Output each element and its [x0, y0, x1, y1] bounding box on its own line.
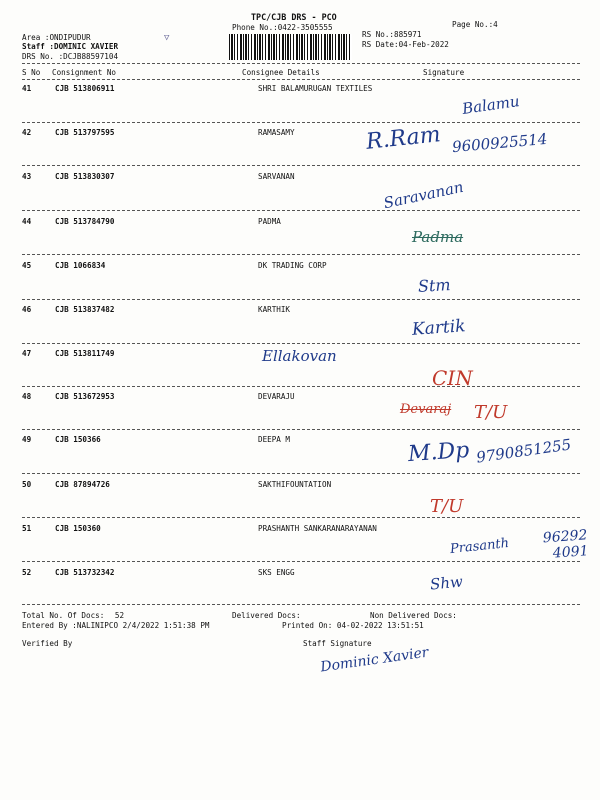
table-row	[0, 217, 600, 237]
barcode	[229, 34, 352, 60]
rs-date-value: 04-Feb-2022	[398, 40, 449, 49]
entered-by-value: NALINIPCO 2/4/2022 1:51:38 PM	[76, 621, 210, 630]
total-docs-label: Total No. Of Docs:	[22, 611, 105, 620]
handwritten-signature-41: Balamu	[461, 92, 521, 118]
staff-value: DOMINIC XAVIER	[54, 42, 119, 51]
row-rule	[22, 165, 580, 166]
row-consignee: DEEPA M	[258, 435, 291, 444]
row-rule	[22, 473, 580, 474]
phone-value: 0422-3505555	[277, 23, 333, 32]
row-rule	[22, 254, 580, 255]
verified-by-label: Verified By	[22, 639, 73, 648]
col-consignment: Consignment No	[52, 68, 117, 77]
total-docs-line	[22, 611, 124, 620]
row-sno: 47	[22, 349, 32, 358]
row-rule	[22, 429, 580, 430]
row-consignee: RAMASAMY	[258, 128, 295, 137]
row-rule	[22, 386, 580, 387]
row-sno: 49	[22, 435, 32, 444]
rs-no-line	[362, 30, 421, 39]
row-sno: 46	[22, 305, 32, 314]
handwritten-note-47: CIN	[432, 366, 473, 390]
table-row	[0, 305, 600, 325]
row-sno: 42	[22, 128, 32, 137]
row-rule	[22, 517, 580, 518]
handwritten-signature-46: Kartik	[411, 316, 467, 340]
tick-mark-icon: ▽	[164, 33, 170, 43]
row-consignee: KARTHIK	[258, 305, 291, 314]
row-consignment: CJB 87894726	[55, 480, 110, 489]
row-sno: 51	[22, 524, 32, 533]
entered-by-line	[22, 621, 209, 630]
non-delivered-docs-label: Non Delivered Docs:	[370, 611, 457, 620]
row-consignment: CJB 513797595	[55, 128, 115, 137]
handwritten-signature-43: Saravanan	[382, 177, 466, 213]
drs-label: DRS No. :	[22, 52, 64, 61]
row-consignment: CJB 513830307	[55, 172, 115, 181]
staff-label: Staff :	[22, 42, 55, 51]
row-consignee: DEVARAJU	[258, 392, 295, 401]
handwritten-signature-48: Devaraj	[400, 402, 452, 417]
printed-on-label: Printed On:	[282, 621, 333, 630]
phone-line	[232, 23, 333, 32]
staff-handwritten-signature: Dominic Xavier	[319, 644, 430, 676]
row-consignment: CJB 1066834	[55, 261, 106, 270]
row-consignee: SKS ENGG	[258, 568, 295, 577]
row-consignment: CJB 150360	[55, 524, 101, 533]
phone-label: Phone No.:	[232, 23, 278, 32]
handwritten-phone-42: 9600925514	[451, 129, 549, 157]
table-row	[0, 172, 600, 192]
header-bottom-rule	[22, 79, 580, 80]
printed-on-line	[282, 621, 424, 630]
row-rule	[22, 299, 580, 300]
row-consignment: CJB 513806911	[55, 84, 115, 93]
area-value: ONDIPUDUR	[49, 33, 91, 42]
row-consignee: SAKTHIFOUNTATION	[258, 480, 332, 489]
row-sno: 41	[22, 84, 32, 93]
rs-date-label: RS Date:	[362, 40, 399, 49]
row-rule	[22, 210, 580, 211]
row-rule	[22, 343, 580, 344]
row-rule	[22, 604, 580, 605]
row-sno: 52	[22, 568, 32, 577]
row-sno: 45	[22, 261, 32, 270]
handwritten-signature-51: Prasanth	[449, 535, 510, 558]
col-sno: S No	[22, 68, 41, 77]
col-consignee: Consignee Details	[242, 68, 320, 77]
handwritten-phone-49: 9790851255	[475, 435, 573, 467]
row-consignee: PADMA	[258, 217, 281, 226]
handwritten-note-48: T/U	[474, 402, 508, 423]
handwritten-signature-44: Padma	[412, 228, 464, 246]
table-row	[0, 480, 600, 500]
row-consignee: DK TRADING CORP	[258, 261, 327, 270]
handwritten-phone-51: 96292 4091	[542, 527, 590, 562]
table-row	[0, 568, 600, 588]
page-no-line	[452, 20, 498, 29]
row-sno: 50	[22, 480, 32, 489]
delivered-docs-line	[232, 611, 301, 620]
row-sno: 43	[22, 172, 32, 181]
row-consignee: SARVANAN	[258, 172, 295, 181]
row-consignment: CJB 513732342	[55, 568, 115, 577]
area-label: Area :	[22, 33, 50, 42]
row-rule	[22, 122, 580, 123]
handwritten-signature-49: M.Dp	[407, 437, 471, 468]
rs-no-label: RS No.:	[362, 30, 395, 39]
rs-no-value: 885971	[394, 30, 422, 39]
row-sno: 44	[22, 217, 32, 226]
document-title: TPC/CJB DRS - PCO	[251, 12, 337, 22]
area-line	[22, 33, 91, 42]
row-consignment: CJB 513811749	[55, 349, 115, 358]
drs-value: DCJB88597104	[63, 52, 119, 61]
row-consignment: CJB 513837482	[55, 305, 115, 314]
non-delivered-docs-line	[370, 611, 457, 620]
row-sno: 48	[22, 392, 32, 401]
header-top-rule	[22, 63, 580, 64]
table-row	[0, 261, 600, 281]
handwritten-signature-45: Stm	[417, 275, 452, 296]
drs-line	[22, 52, 118, 61]
rs-date-line	[362, 40, 449, 49]
total-docs-value: 52	[114, 611, 125, 620]
row-consignment: CJB 513784790	[55, 217, 115, 226]
table-row	[0, 392, 600, 412]
handwritten-signature-42: R.Ram	[364, 122, 442, 155]
col-signature: Signature	[423, 68, 465, 77]
printed-on-value: 04-02-2022 13:51:51	[336, 621, 424, 630]
page-no-label: Page No.:	[452, 20, 494, 29]
page-no-value: 4	[493, 20, 498, 29]
row-consignee: PRASHANTH SANKARANARAYANAN	[258, 524, 377, 533]
staff-signature-label: Staff Signature	[303, 639, 372, 648]
row-consignment: CJB 150366	[55, 435, 101, 444]
row-consignment: CJB 513672953	[55, 392, 115, 401]
delivered-docs-label: Delivered Docs:	[232, 611, 301, 620]
staff-line	[22, 42, 118, 51]
entered-by-label: Entered By :	[22, 621, 77, 630]
handwritten-name-47: Ellakovan	[262, 347, 337, 365]
handwritten-signature-52: Shw	[429, 572, 464, 594]
handwritten-note-50: T/U	[430, 496, 464, 517]
row-consignee: SHRI BALAMURUGAN TEXTILES	[258, 84, 373, 93]
row-rule	[22, 561, 580, 562]
